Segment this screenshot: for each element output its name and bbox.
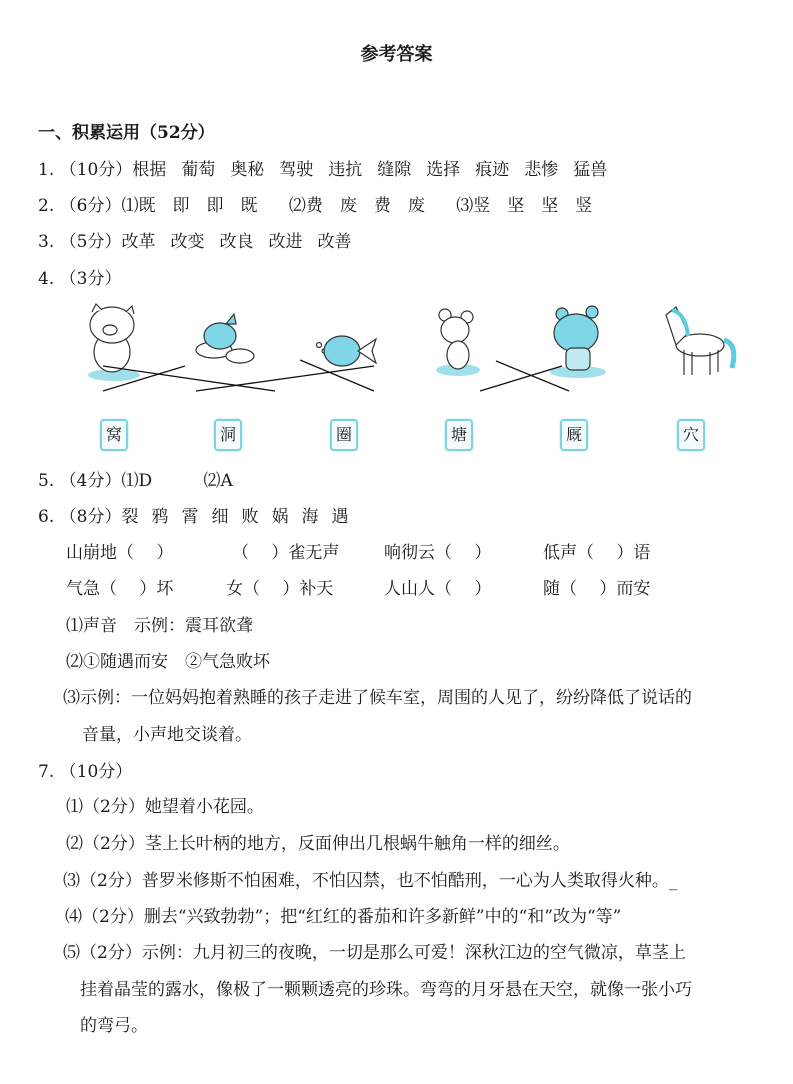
horse-icon [666,307,734,375]
answer-char: 娲 [271,507,289,527]
answer-word: 选择 [426,160,461,180]
answer-char: 霄 [181,507,199,527]
question-4 [38,268,121,290]
idiom-blank: 山崩地（ ） [66,543,174,563]
q7-sub-2: ⑵（2分）茎上长叶柄的地方，反面伸出几根蜗牛触角一样的细丝。 [66,834,570,854]
habitat-char-box: 圈 [330,419,358,451]
answer-word: 猛兽 [573,160,608,180]
question-2 [38,195,592,217]
mouse-icon [436,309,480,376]
q-score: （4分） [59,471,122,491]
answer-word: 改良 [219,232,254,252]
q-score: （10分） [59,160,133,180]
habitat-char-box: 厩 [560,419,588,451]
question-5 [38,470,233,492]
pig-icon [88,304,140,381]
idiom-blank: 随（ ）而安 [543,579,651,599]
q-score: （8分） [59,507,122,527]
q6-sub-1: ⑴声音 示例：震耳欲聋 [66,616,253,636]
idiom-blank: 气急（ ）坏 [66,579,174,599]
answer-word: 缝隙 [377,160,412,180]
answer-word: 悲惨 [524,160,559,180]
answer-word: 改变 [170,232,205,252]
q7-sub-4: ⑷（2分）删去“兴致勃勃”；把“红红的番茄和许多新鲜”中的“和”改为“等” [65,907,622,927]
answer-2: ⑵A [203,471,233,491]
q-score: （10分） [59,762,133,782]
page-title: 参考答案 [360,44,433,65]
question-3 [38,231,366,253]
idiom-blank: 人山人（ ） [384,579,492,599]
answer-char: 裂 [121,507,139,527]
answer-part-3: ⑶竖 坚 坚 竖 [456,196,593,216]
answer-word: 痕迹 [475,160,510,180]
q6-sub-2: ⑵①随遇而安 ②气急败坏 [66,652,270,672]
match-line [196,366,374,391]
habitat-char-box: 塘 [445,419,473,451]
answer-word: 改进 [268,232,303,252]
q-number: 4. [38,269,55,289]
answer-char: 遇 [331,507,349,527]
fish-icon [317,336,377,366]
answer-word: 根据 [132,160,167,180]
q6-sub-3: ⑶示例：一位妈妈抱着熟睡的孩子走进了候车室，周围的人见了，纷纷降低了说话的 [63,688,692,708]
answer-char: 鸦 [151,507,169,527]
q7-sub-5-cont: 挂着晶莹的露水，像极了一颗颗透亮的珍珠。弯弯的月牙悬在天空，就像一张小巧 [80,980,692,1000]
q-number: 3. [38,232,55,252]
q7-sub-1: ⑴（2分）她望着小花园。 [66,797,264,817]
answer-1: ⑴D [121,471,153,491]
idiom-blank: 低声（ ）语 [543,543,651,563]
q7-sub-5: ⑸（2分）示例：九月初三的夜晚，一切是那么可爱！深秋江边的空气微凉，草茎上 [63,943,686,963]
q-number: 7. [38,762,55,782]
q-score: （3分） [59,269,122,289]
section-heading: 一、积累运用（52分） [38,123,215,143]
answer-word: 奥秘 [230,160,265,180]
q-number: 6. [38,507,55,527]
q-number: 1. [38,160,55,180]
answer-char: 细 [211,507,229,527]
match-line [480,366,562,391]
question-1 [38,159,622,181]
matching-illustration [0,295,793,405]
answer-word: 葡萄 [181,160,216,180]
habitat-char-box: 穴 [677,419,705,451]
answer-part-2: ⑵费 废 费 废 [288,196,425,216]
question-6 [38,506,361,528]
question-7 [38,761,132,783]
answer-word: 违抗 [328,160,363,180]
q-number: 5. [38,471,55,491]
answer-word: 改革 [121,232,156,252]
answer-char: 海 [301,507,319,527]
answer-char: 败 [241,507,259,527]
answer-part-1: ⑴既 即 即 既 [121,196,258,216]
q-score: （5分） [59,232,122,252]
q7-sub-5-cont: 的弯弓。 [80,1016,148,1036]
idiom-blank: 响彻云（ ） [384,543,492,563]
q-score: （6分） [59,196,122,216]
q7-sub-3: ⑶（2分）普罗米修斯不怕困难，不怕囚禁，也不怕酷刑，一心为人类取得火种。_ [63,871,678,891]
q-number: 2. [38,196,55,216]
bird-icon [196,314,254,363]
idiom-blank: 女（ ）补天 [226,579,334,599]
q6-sub-3-cont: 音量，小声地交谈着。 [82,725,252,745]
answer-word: 驾驶 [279,160,314,180]
habitat-char-box: 洞 [214,419,242,451]
answer-word: 改善 [317,232,352,252]
idiom-blank: （ ）雀无声 [232,543,340,563]
habitat-char-box: 窝 [100,419,128,451]
